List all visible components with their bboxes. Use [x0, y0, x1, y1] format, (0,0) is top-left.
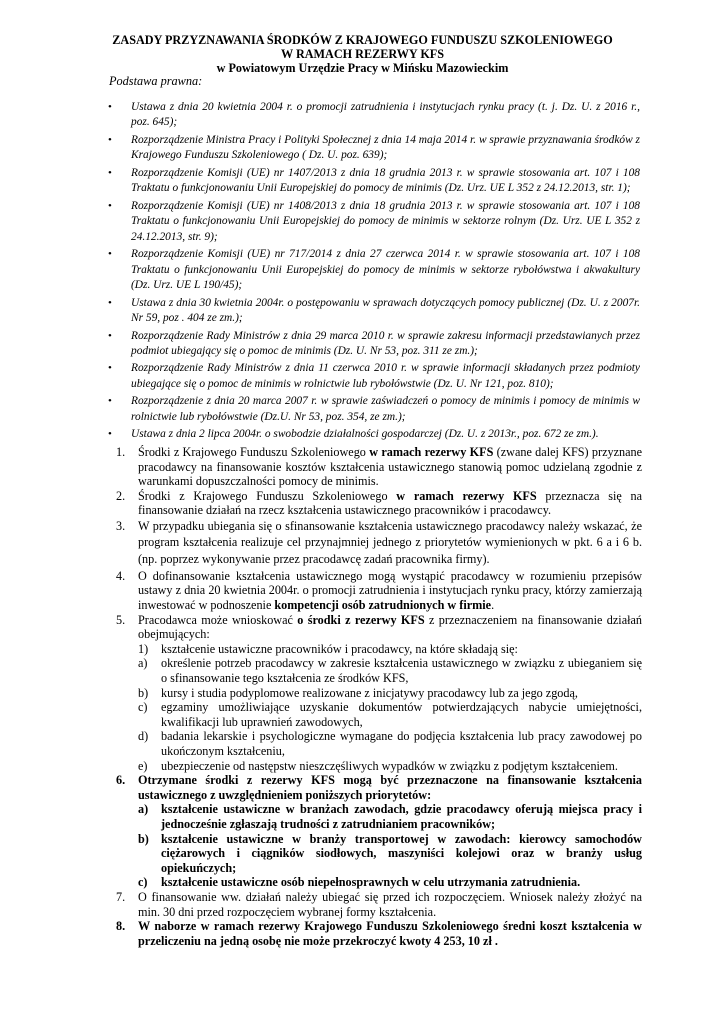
legal-basis-item: • Ustawa z dnia 20 kwietnia 2004 r. o promocji zatrudnienia i instytucjach rynku pracy (t. j. Dz. U. z 2016 r., poz. 645);	[108, 101, 640, 129]
rule-item-2: 2. Środki z Krajowego Funduszu Szkoleniowego w ramach rezerwy KFS przeznacza się na finansowanie działań na rzecz kształcenia ustawicznego pracowników i pracodawcy.	[116, 488, 643, 518]
bullet-icon: •	[108, 166, 112, 179]
subitem: e) ubezpieczenie od następstw nieszczęśliwych wypadków w związku z podjętym kształceniem.	[138, 758, 618, 773]
subitem: 1) kształcenie ustawiczne pracowników i pracodawcy, na które składają się:	[138, 641, 518, 656]
bullet-icon: •	[108, 296, 112, 309]
legal-basis-item: • Rozporządzenie Komisji (UE) nr 1407/2013 z dnia 18 grudnia 2013 r. w sprawie stosowania art. 107 i 108 Traktatu o funkcjonowaniu Unii Europejskiej do pomocy de minimis (Dz. Urz. UE L 352 z 24.12.2013, str. 1);	[108, 166, 640, 195]
legal-basis-item: • Rozporządzenie Ministra Pracy i Polityki Społecznej z dnia 14 maja 2014 r. w sprawie przyznawania środków z Krajowego Funduszu Szkoleniowego ( Dz. U. poz. 639);	[108, 133, 640, 162]
document-title-line-2: W RAMACH REZERWY KFS	[280, 47, 445, 61]
legal-basis-item: • Rozporządzenie Komisji (UE) nr 717/2014 z dnia 27 czerwca 2014 r. w sprawie stosowania art. 107 i 108 Traktatu o funkcjonowaniu Unii Europejskiej do pomocy de minimis w sektorze rybołówstwa i akwakultury (Dz. Urz. UE L 190/45);	[108, 248, 640, 291]
legal-basis-list	[106, 100, 640, 445]
rule-item-8: 8. W naborze w ramach rezerwy Krajowego Funduszu Szkoleniowego średni koszt kształcenia w przeliczeniu na jedną osobę nie może przekroczyć kwoty 4 253, 10 zł .	[116, 919, 642, 948]
bullet-icon: •	[108, 133, 112, 146]
priority-item: c) kształcenie ustawiczne osób niepełnosprawnych w celu utrzymania zatrudnienia.	[138, 875, 581, 890]
legal-basis-item: • Ustawa z dnia 30 kwietnia 2004r. o postępowaniu w sprawach dotyczących pomocy publicznej (Dz. U. z 2007r. Nr 59, poz . 404 ze zm.);	[108, 296, 640, 324]
subitem: d) badania lekarskie i psychologiczne wymagane do podjęcia kształcenia lub pracy zawodowej po ukończonym kształceniu,	[138, 729, 642, 758]
bullet-icon: •	[108, 329, 112, 342]
rule-item-3: 3. W przypadku ubiegania się o sfinansowanie kształcenia ustawicznego pracodawcy należy wskazać, że program kształcenia realizuje cel przynajmniej jednego z priorytetów wymienionych w pkt. 6 a i 6 b. (np. poprzez wykonywanie przez pracodawcę zadań pracownika firmy).	[116, 518, 642, 566]
bullet-icon: •	[108, 428, 112, 441]
rule-item-1: 1. Środki z Krajowego Funduszu Szkoleniowego w ramach rezerwy KFS (zwane dalej KFS) przyznane pracodawcy na finansowanie kosztów kształcenia ustawicznego stanowią pomoc udzielaną zgodnie z warunkami dopuszczalności pomocy de minimis.	[116, 445, 642, 489]
bullet-icon: •	[108, 199, 112, 212]
legal-basis-item: • Rozporządzenie Komisji (UE) nr 1408/2013 z dnia 18 grudnia 2013 r. w sprawie stosowania art. 107 i 108 Traktatu o funkcjonowaniu Unii Europejskiej do pomocy de minimis w sektorze rolnym (Dz. Urz. UE L 352 z 24.12.2013, str. 9);	[108, 199, 640, 243]
legal-basis-item: • Rozporządzenie Rady Ministrów z dnia 11 czerwca 2010 r. w sprawie informacji składanych przez podmioty ubiegające się o pomoc de minimis w rolnictwie lub rybołówstwie (Dz. U. Nr 121, poz. 810);	[108, 362, 640, 390]
bullet-icon: •	[108, 248, 112, 261]
rule-item-5: 5. Pracodawca może wnioskować o środki z rezerwy KFS z przeznaczeniem na finansowanie działań obejmujących: 1) kształcenie ustawiczne pracowników i pracodawcy, na które składają się: a) określenie potrzeb pracodawcy w zakresie kształcenia ustawicznego w związku z ubieganiem się o sfinansowanie tego kształcenia ze środków KFS, b) kursy i studia podyplomowe realizowane z inicjatywy pracodawcy lub za jego zgodą, c) egzaminy umożliwiające uzyskanie dokumentów potwierdzających nabycie umiejętności, kwalifikacji lub uprawnień zawodowych, d) badania lekarskie i psychologiczne wymagane do podjęcia kształcenia lub pracy zawodowej po ukończonym kształceniu, e) ubezpieczenie od następstw nieszczęśliwych wypadków w związku z podjętym kształceniem.	[116, 612, 642, 773]
document-title-line-1: ZASADY PRZYZNAWANIA ŚRODKÓW Z KRAJOWEGO FUNDUSZU SZKOLENIOWEGO	[112, 33, 613, 47]
rule-item-6: 6. Otrzymane środki z rezerwy KFS mogą być przeznaczone na finansowanie kształcenia ustawicznego z uwzględnieniem poniższych priorytetów: a) kształcenie ustawiczne w branżach zawodach, gdzie pracodawcy oferują miejsca pracy i jednocześnie zgłaszają trudności z zatrudnianiem pracowników; b) kształcenie ustawiczne w branży transportowej w zawodach: kierowcy samochodów ciężarowych i ciągników siodłowych, maszyniści kolejowi oraz w branży usług opiekuńczych; c) kształcenie ustawiczne osób niepełnosprawnych w celu utrzymania zatrudnienia.	[116, 773, 642, 890]
legal-basis-item: • Rozporządzenie Rady Ministrów z dnia 29 marca 2010 r. w sprawie zakresu informacji przedstawianych przez podmiot ubiegający się o pomoc de minimis (Dz. U. Nr 53, poz. 311 ze zm.);	[108, 329, 640, 357]
document-subtitle: w Powiatowym Urzędzie Pracy w Mińsku Mazowieckim	[216, 61, 509, 75]
legal-basis-label: Podstawa prawna:	[109, 74, 203, 88]
bullet-icon: •	[108, 395, 112, 408]
bullet-icon: •	[108, 362, 112, 375]
priority-item: a) kształcenie ustawiczne w branżach zawodach, gdzie pracodawcy oferują miejsca pracy i jednocześnie zgłaszają trudności z zatrudnianiem pracowników;	[138, 802, 642, 831]
subitem: c) egzaminy umożliwiające uzyskanie dokumentów potwierdzających nabycie umiejętności, kwalifikacji lub uprawnień zawodowych,	[138, 700, 642, 729]
bullet-icon: •	[108, 101, 112, 113]
legal-basis-item: • Ustawa z dnia 2 lipca 2004r. o swobodzie działalności gospodarczej (Dz. U. z 2013r., poz. 672 ze zm.).	[106, 427, 640, 442]
subitem: b) kursy i studia podyplomowe realizowane z inicjatywy pracodawcy lub za jego zgodą,	[138, 685, 578, 700]
rule-item-7: 7. O finansowanie ww. działań należy ubiegać się przed ich rozpoczęciem. Wniosek należy złożyć na min. 30 dni przed rozpoczęciem wybranej formy kształcenia.	[116, 889, 642, 919]
legal-basis-item: • Rozporządzenie z dnia 20 marca 2007 r. w sprawie zaświadczeń o pomocy de minimis i pomocy de minimis w rolnictwie lub rybołówstwie (Dz.U. Nr 53, poz. 354, ze zm.);	[108, 395, 640, 423]
rules-list	[112, 445, 642, 948]
priority-item: b) kształcenie ustawiczne w branży transportowej w zawodach: kierowcy samochodów ciężarowych i ciągników siodłowych, maszyniści kolejowi oraz w branży usług opiekuńczych;	[138, 831, 642, 875]
rule-item-4: 4. O dofinansowanie kształcenia ustawicznego mogą wystąpić pracodawcy w rozumieniu przepisów ustawy z dnia 20 kwietnia 2004r. o promocji zatrudnienia i instytucjach rynku pracy, którzy zamierzają inwestować w podnoszenie kompetencji osób zatrudnionych w firmie.	[116, 568, 642, 613]
subitem: a) określenie potrzeb pracodawcy w zakresie kształcenia ustawicznego w związku z ubieganiem się o sfinansowanie tego kształcenia ze środków KFS,	[138, 656, 642, 686]
